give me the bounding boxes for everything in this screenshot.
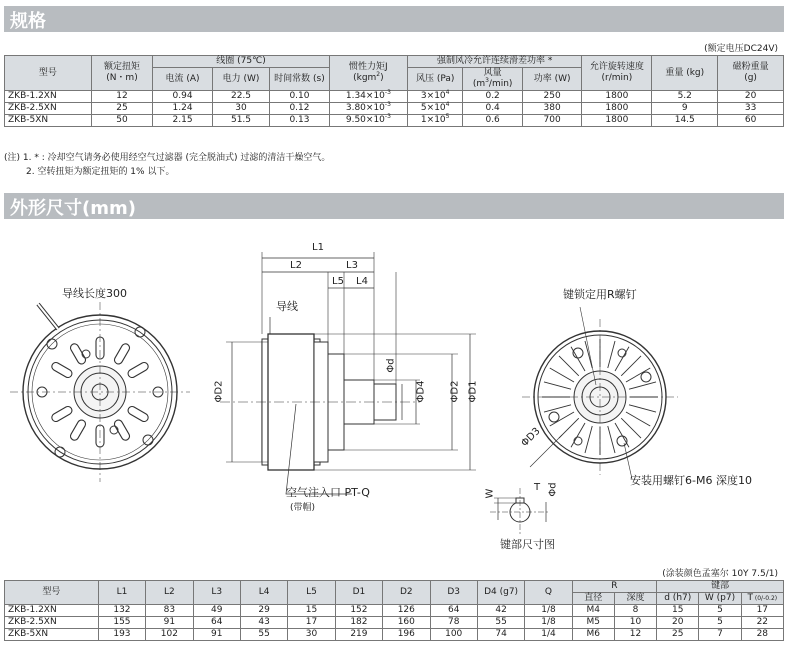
dim-D4: ΦD4 [415, 380, 427, 403]
dim-D3: ΦD3 [519, 425, 543, 450]
table-row: ZKB-1.2XN 132 83 49 29 15 152 126 64 42 1/8 M4 8 15 5 17 [5, 605, 784, 617]
dim-d: Φd [385, 358, 397, 373]
front-view [10, 302, 190, 482]
col-weight: 重量 (kg) [652, 56, 718, 91]
col-inertia: 惯性力矩J (kgm$^2$) [329, 56, 407, 91]
air-inlet-label: 空气注入口 PT-Q [286, 486, 370, 499]
table-row: ZKB-2.5XN 25 1.24 30 0.12 $3.80\times 10^{-3}$ $5\times 10^4$ 0.4 380 1800 9 33 [5, 103, 784, 115]
note-1: (注) 1. * : 冷却空气请务必使用经空气过滤器 (完全脱油式) 过滤的清洁干燥空气。 [4, 153, 331, 163]
dim-L5: L5 [332, 276, 344, 287]
section-header-dims [4, 193, 784, 219]
dim-W: W [484, 488, 496, 499]
dim-L2: L2 [290, 260, 302, 271]
mount-screw-label: 安装用螺钉6-M6 深度10 [630, 474, 752, 487]
section-title: 外形尺寸(mm) [10, 198, 136, 219]
lead-length-label: 导线长度300 [62, 287, 127, 300]
dim-D1: ΦD1 [467, 380, 479, 403]
dim-T: T [534, 482, 541, 493]
voltage-note: (额定电压DC24V) [704, 44, 778, 54]
dimension-drawing [0, 222, 788, 567]
paint-note: (涂装颜色孟塞尔 10Y 7.5/1) [662, 569, 778, 579]
section-header-spec [4, 6, 784, 32]
dim-L3: L3 [346, 260, 358, 271]
dim-L1: L1 [312, 242, 324, 253]
col-speed: 允许旋转速度 (r/min) [582, 56, 652, 91]
table-row: ZKB-1.2XN 12 0.94 22.5 0.10 $1.34\times 10^{-3}$ $3\times 10^4$ 0.2 250 1800 5.2 20 [5, 91, 784, 103]
col-model: 型号 [5, 56, 92, 91]
col-coil: 线圈 (75℃) [153, 56, 329, 68]
dimension-table: 型号 L1 L2 L3 L4 L5 D1 D2 D3 D4 (g7) Q R 键部 直径 深度 d (h7) W (p7) T (0/-0.2) ZKB-1.2XN 132 83 49 29 15 152 126 64 42 1/8 M4 8 15 5 17 ZKB-2.5XN 155 91 64 43 17 182 160 78 55 1/8 M5 10 20 5 22 ZKB-5XN 193 102 91 55 30 219 196 100 74 1/4 M6 12 25 7 28 [4, 580, 784, 641]
key-section [490, 488, 550, 534]
lead-wire-label: 导线 [276, 300, 298, 313]
side-view [220, 252, 479, 494]
rear-view [522, 307, 678, 479]
col-cooling: 强制风冷允许连续滑差功率 * [408, 56, 582, 68]
dim-dk: Φd [547, 482, 559, 497]
dim-L4: L4 [356, 276, 368, 287]
table-row: ZKB-5XN 193 102 91 55 30 219 196 100 74 1/4 M6 12 25 7 28 [5, 629, 784, 641]
col-torque: 额定扭矩 (N・m) [91, 56, 153, 91]
table-row: ZKB-2.5XN 155 91 64 43 17 182 160 78 55 1/8 M5 10 20 5 22 [5, 617, 784, 629]
with-cap-label: (带帽) [290, 503, 316, 513]
col-powder: 磁粉重量 (g) [718, 56, 784, 91]
table-row: ZKB-5XN 50 2.15 51.5 0.13 $9.50\times 10^{-3}$ $1\times 10^5$ 0.6 700 1800 14.5 60 [5, 115, 784, 127]
section-title: 规格 [10, 11, 46, 32]
key-screw-label: 键锁定用R螺钉 [563, 288, 637, 301]
key-dims-label: 键部尺寸图 [500, 538, 555, 551]
spec-table: 型号 额定扭矩 (N・m) 线圈 (75℃) 惯性力矩J (kgm$^2$) 强制风冷允许连续滑差功率 * 允许旋转速度 (r/min) 重量 (kg) 磁粉重量 (g) 电流 (A) 电力 (W) 时间常数 (s) 风压 (Pa) 风量 $(m^3/\min)$ 功率 (W) ZKB-1.2XN 12 0.94 22.5 0.10 $1.34\times 10^{-3}$ $3\times 10^4$ 0.2 250 1800 5.2 20 ZKB-2.5XN 25 1.24 30 0.12 $3.80\times 10^{-3}$ $5\times 10^4$ 0.4 380 1800 9 33 ZKB-5XN 50 2.15 51.5 0.13 $9.50\times 10^{-3}$ $1\times 10^5$ 0.6 700 1800 14.5 60 [4, 55, 784, 127]
note-2: 2. 空转扭矩为额定扭矩的 1% 以下。 [26, 167, 175, 177]
dim-D2: ΦD2 [213, 380, 225, 403]
dim-D2-right: ΦD2 [449, 380, 461, 403]
